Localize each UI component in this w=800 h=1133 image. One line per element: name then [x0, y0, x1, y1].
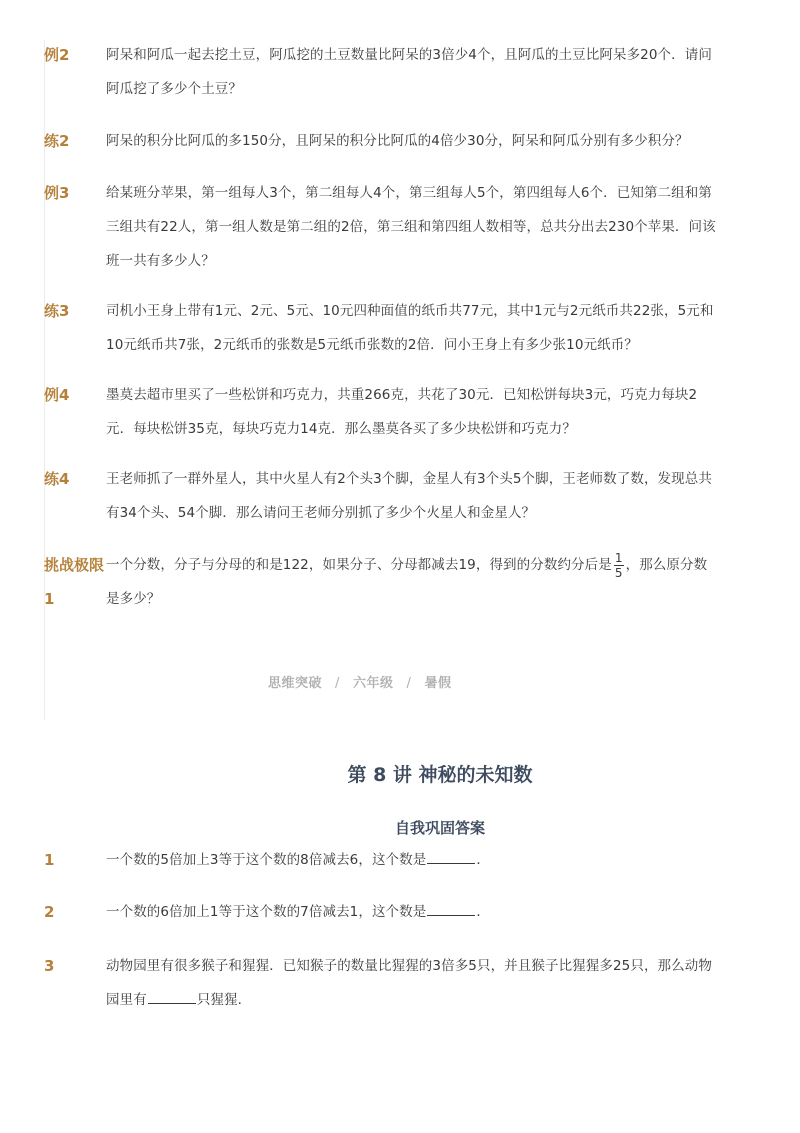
footer-grade: 六年级: [352, 676, 394, 691]
answer-label: 3: [44, 957, 55, 975]
answer-blank: [148, 989, 196, 1004]
lecture-title: 第 8 讲 神秘的未知数: [347, 764, 533, 786]
answer-text-before: 动物园里有很多猴子和猩猩．已知猴子的数量比猩猩的3倍多5只，并且猴子比猩猩多25只，那么动物园里有: [106, 958, 712, 1008]
answer-text-before: 一个数的6倍加上1等于这个数的7倍减去1，这个数是: [106, 904, 427, 920]
problem-label: 例3: [44, 184, 70, 202]
footer-course: 思维突破: [268, 676, 323, 691]
fraction-denominator: 5: [614, 565, 623, 580]
fraction-numerator: 1: [614, 550, 623, 565]
answer-text: [106, 843, 716, 877]
problem-label: 例2: [44, 46, 70, 64]
footer-separator: /: [406, 676, 412, 691]
answer-text-before: 一个数的5倍加上3等于这个数的8倍减去6，这个数是: [106, 852, 427, 868]
problem-text: 王老师抓了一群外星人，其中火星人有2个头3个脚，金星人有3个头5个脚，王老师数了数，发现总共有34个头、54个脚．那么请问王老师分别抓了多少个火星人和金星人？: [106, 471, 712, 521]
challenge-text-before: 一个分数，分子与分母的和是122，如果分子、分母都减去19，得到的分数约分后是: [106, 557, 612, 573]
problem-label: 练2: [44, 132, 70, 150]
fraction: [614, 551, 624, 580]
page-footer: [268, 672, 451, 691]
answer-text-after: ．: [476, 904, 490, 920]
problem-label: 练4: [44, 470, 70, 488]
answer-text: [106, 895, 716, 929]
answer-label: 2: [44, 903, 55, 921]
section-title: 自我巩固答案: [394, 819, 485, 837]
problem-label: 例4: [44, 386, 70, 404]
answer-label: 1: [44, 851, 55, 869]
answer-blank: [427, 849, 475, 864]
challenge-label: 挑战极限1: [44, 556, 105, 608]
problem-text: 阿呆的积分比阿瓜的多150分，且阿呆的积分比阿瓜的4倍少30分，阿呆和阿瓜分别有多少积分？: [106, 133, 689, 149]
challenge-text-after: ，那么原分数是多少？: [106, 557, 708, 607]
answer-blank: [427, 901, 475, 916]
problem-text: 阿呆和阿瓜一起去挖土豆，阿瓜挖的土豆数量比阿呆的3倍少4个，且阿瓜的土豆比阿呆多20个．请问阿瓜挖了多少个土豆？: [106, 47, 712, 97]
problem-text: 司机小王身上带有1元、2元、5元、10元四种面值的纸币共77元，其中1元与2元纸币共22张，5元和10元纸币共7张，2元纸币的张数是5元纸币张数的2倍．问小王身上有多少张10元纸币？: [106, 303, 714, 353]
footer-separator: /: [335, 676, 340, 691]
footer-term: 暑假: [424, 676, 452, 691]
problem-text: 给某班分苹果，第一组每人3个，第二组每人4个，第三组每人5个，第四组每人6个．已知第二组和第三组共有22人，第一组人数是第二组的2倍，第三组和第四组人数相等，总共分出去230个苹果．问该班一共有多少人？: [106, 185, 716, 269]
answer-text-after: 只猩猩．: [196, 992, 252, 1008]
challenge-text: [106, 548, 718, 616]
answer-text-after: ．: [476, 852, 490, 868]
problem-text: 墨莫去超市里买了一些松饼和巧克力，共重266克，共花了30元．已知松饼每块3元，巧克力每块2元．每块松饼35克，每块巧克力14克．那么墨莫各买了多少块松饼和巧克力？: [106, 387, 698, 437]
answer-text: [106, 949, 716, 1017]
problem-label: 练3: [44, 302, 70, 320]
